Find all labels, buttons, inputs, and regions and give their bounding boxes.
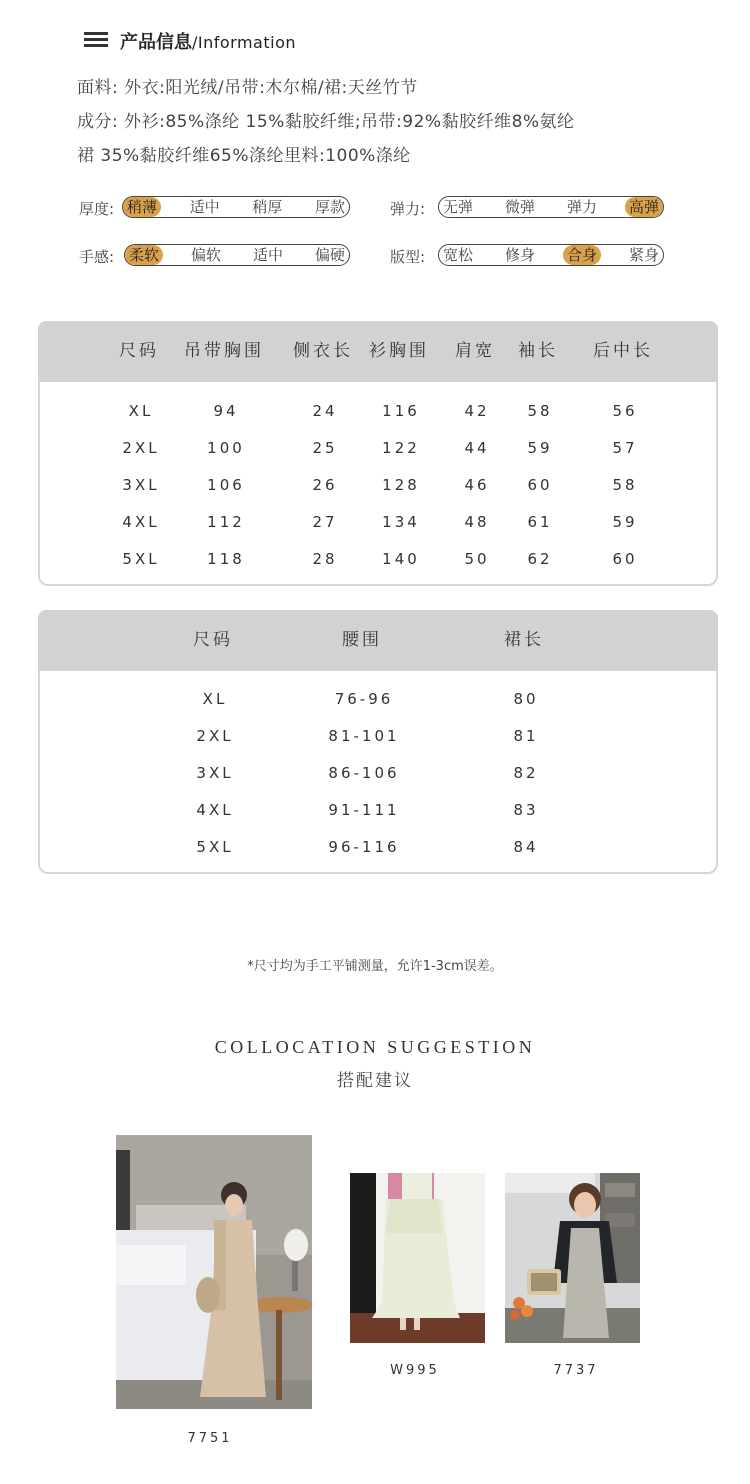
table-cell: 59 bbox=[527, 439, 553, 457]
table-cell: 96-116 bbox=[328, 838, 400, 856]
fit-option: 修身 bbox=[504, 246, 535, 264]
outfit-photo-7751[interactable] bbox=[116, 1135, 312, 1409]
table-cell: 83 bbox=[513, 801, 539, 819]
table-cell: 86-106 bbox=[328, 764, 400, 782]
table-cell: 24 bbox=[312, 402, 338, 420]
elasticity-option: 微弹 bbox=[504, 198, 535, 216]
feel-option: 适中 bbox=[252, 246, 283, 264]
table-cell: 56 bbox=[612, 402, 638, 420]
section-title-cn: 产品信息 bbox=[120, 32, 192, 53]
feel-rating bbox=[124, 244, 350, 266]
table-cell: 81 bbox=[513, 727, 539, 745]
outfit-photo-7737[interactable] bbox=[505, 1173, 640, 1343]
column-header: 腰围 bbox=[342, 630, 382, 650]
thickness-rating bbox=[122, 196, 350, 218]
top-table-header bbox=[38, 321, 718, 382]
thickness-option: 厚款 bbox=[314, 198, 345, 216]
column-header: 袖长 bbox=[518, 341, 558, 361]
feel-option: 柔软 bbox=[125, 245, 163, 265]
measurement-note: *尺寸均为手工平铺测量，允许1-3cm误差。 bbox=[247, 959, 503, 974]
outfit-code-7751: 7751 bbox=[187, 1431, 233, 1446]
table-cell: 50 bbox=[464, 550, 490, 568]
column-header: 后中长 bbox=[593, 341, 653, 361]
outfit-photo-7751-image bbox=[116, 1135, 312, 1409]
section-title-en: /Information bbox=[192, 33, 297, 52]
table-cell: 26 bbox=[312, 476, 338, 494]
column-header: 吊带胸围 bbox=[184, 341, 264, 361]
elasticity-option: 高弹 bbox=[625, 197, 663, 217]
table-cell: 58 bbox=[612, 476, 638, 494]
column-header: 侧衣长 bbox=[293, 341, 353, 361]
table-cell: 4XL bbox=[196, 801, 234, 819]
table-cell: 94 bbox=[213, 402, 239, 420]
table-cell: 112 bbox=[207, 513, 245, 531]
thickness-label: 厚度: bbox=[79, 200, 115, 218]
skirt-composition-line: 裙 35%黏胶纤维65%涤纶里料:100%涤纶 bbox=[77, 146, 411, 166]
table-cell: 62 bbox=[527, 550, 553, 568]
table-cell: 106 bbox=[207, 476, 245, 494]
table-cell: 118 bbox=[207, 550, 245, 568]
table-cell: 44 bbox=[464, 439, 490, 457]
table-cell: 48 bbox=[464, 513, 490, 531]
composition-line: 成分: 外衫:85%涤纶 15%黏胶纤维;吊带:92%黏胶纤维8%氨纶 bbox=[77, 112, 575, 132]
top-size-table bbox=[38, 321, 718, 586]
thickness-option: 稍厚 bbox=[252, 198, 283, 216]
table-cell: 2XL bbox=[122, 439, 160, 457]
table-cell: 5XL bbox=[196, 838, 234, 856]
feel-option: 偏硬 bbox=[314, 246, 345, 264]
menu-icon bbox=[84, 32, 108, 48]
outfit-photo-w995[interactable] bbox=[350, 1173, 485, 1343]
section-title bbox=[120, 28, 296, 54]
table-cell: 46 bbox=[464, 476, 490, 494]
table-cell: 60 bbox=[527, 476, 553, 494]
table-cell: 5XL bbox=[122, 550, 160, 568]
column-header: 尺码 bbox=[193, 630, 233, 650]
table-cell: 28 bbox=[312, 550, 338, 568]
column-header: 裙长 bbox=[504, 630, 544, 650]
outfit-photo-w995-image bbox=[350, 1173, 485, 1343]
table-cell: 81-101 bbox=[328, 727, 400, 745]
elasticity-option: 无弹 bbox=[443, 198, 474, 216]
thickness-option: 适中 bbox=[189, 198, 220, 216]
fit-rating bbox=[438, 244, 664, 266]
fit-option: 紧身 bbox=[628, 246, 659, 264]
table-cell: 128 bbox=[382, 476, 420, 494]
table-cell: 42 bbox=[464, 402, 490, 420]
elasticity-rating bbox=[438, 196, 664, 218]
column-header: 衫胸围 bbox=[369, 341, 429, 361]
skirt-size-table bbox=[38, 610, 718, 874]
table-cell: 3XL bbox=[196, 764, 234, 782]
table-cell: XL bbox=[128, 402, 154, 420]
feel-option: 偏软 bbox=[190, 246, 221, 264]
skirt-table-body bbox=[38, 671, 718, 874]
feel-label: 手感: bbox=[79, 248, 115, 266]
top-table-body bbox=[38, 382, 718, 586]
outfit-photo-7737-image bbox=[505, 1173, 640, 1343]
thickness-option: 稍薄 bbox=[123, 197, 161, 217]
table-cell: 140 bbox=[382, 550, 420, 568]
table-cell: 100 bbox=[207, 439, 245, 457]
skirt-table-header bbox=[38, 610, 718, 671]
outfit-code-w995: W995 bbox=[390, 1363, 440, 1378]
fit-option: 合身 bbox=[563, 245, 601, 265]
collocation-title-cn: 搭配建议 bbox=[337, 1071, 413, 1091]
elasticity-label: 弹力: bbox=[390, 200, 426, 218]
table-cell: 25 bbox=[312, 439, 338, 457]
outfit-code-7737: 7737 bbox=[553, 1363, 599, 1378]
table-cell: 61 bbox=[527, 513, 553, 531]
table-cell: 82 bbox=[513, 764, 539, 782]
table-cell: 134 bbox=[382, 513, 420, 531]
table-cell: 91-111 bbox=[328, 801, 400, 819]
table-cell: 3XL bbox=[122, 476, 160, 494]
table-cell: 80 bbox=[513, 690, 539, 708]
collocation-title-en: COLLOCATION SUGGESTION bbox=[214, 1037, 536, 1057]
table-cell: 84 bbox=[513, 838, 539, 856]
table-cell: 27 bbox=[312, 513, 338, 531]
column-header: 尺码 bbox=[119, 341, 159, 361]
table-cell: 58 bbox=[527, 402, 553, 420]
table-cell: 59 bbox=[612, 513, 638, 531]
fit-option: 宽松 bbox=[443, 246, 474, 264]
table-cell: 4XL bbox=[122, 513, 160, 531]
table-cell: XL bbox=[202, 690, 228, 708]
table-cell: 116 bbox=[382, 402, 420, 420]
table-cell: 76-96 bbox=[334, 690, 394, 708]
elasticity-option: 弹力 bbox=[566, 198, 597, 216]
fabric-line: 面料: 外衣:阳光绒/吊带:木尔棉/裙:天丝竹节 bbox=[77, 78, 418, 98]
table-cell: 60 bbox=[612, 550, 638, 568]
table-cell: 57 bbox=[612, 439, 638, 457]
fit-label: 版型: bbox=[390, 248, 426, 266]
table-cell: 2XL bbox=[196, 727, 234, 745]
table-cell: 122 bbox=[382, 439, 420, 457]
column-header: 肩宽 bbox=[455, 341, 495, 361]
